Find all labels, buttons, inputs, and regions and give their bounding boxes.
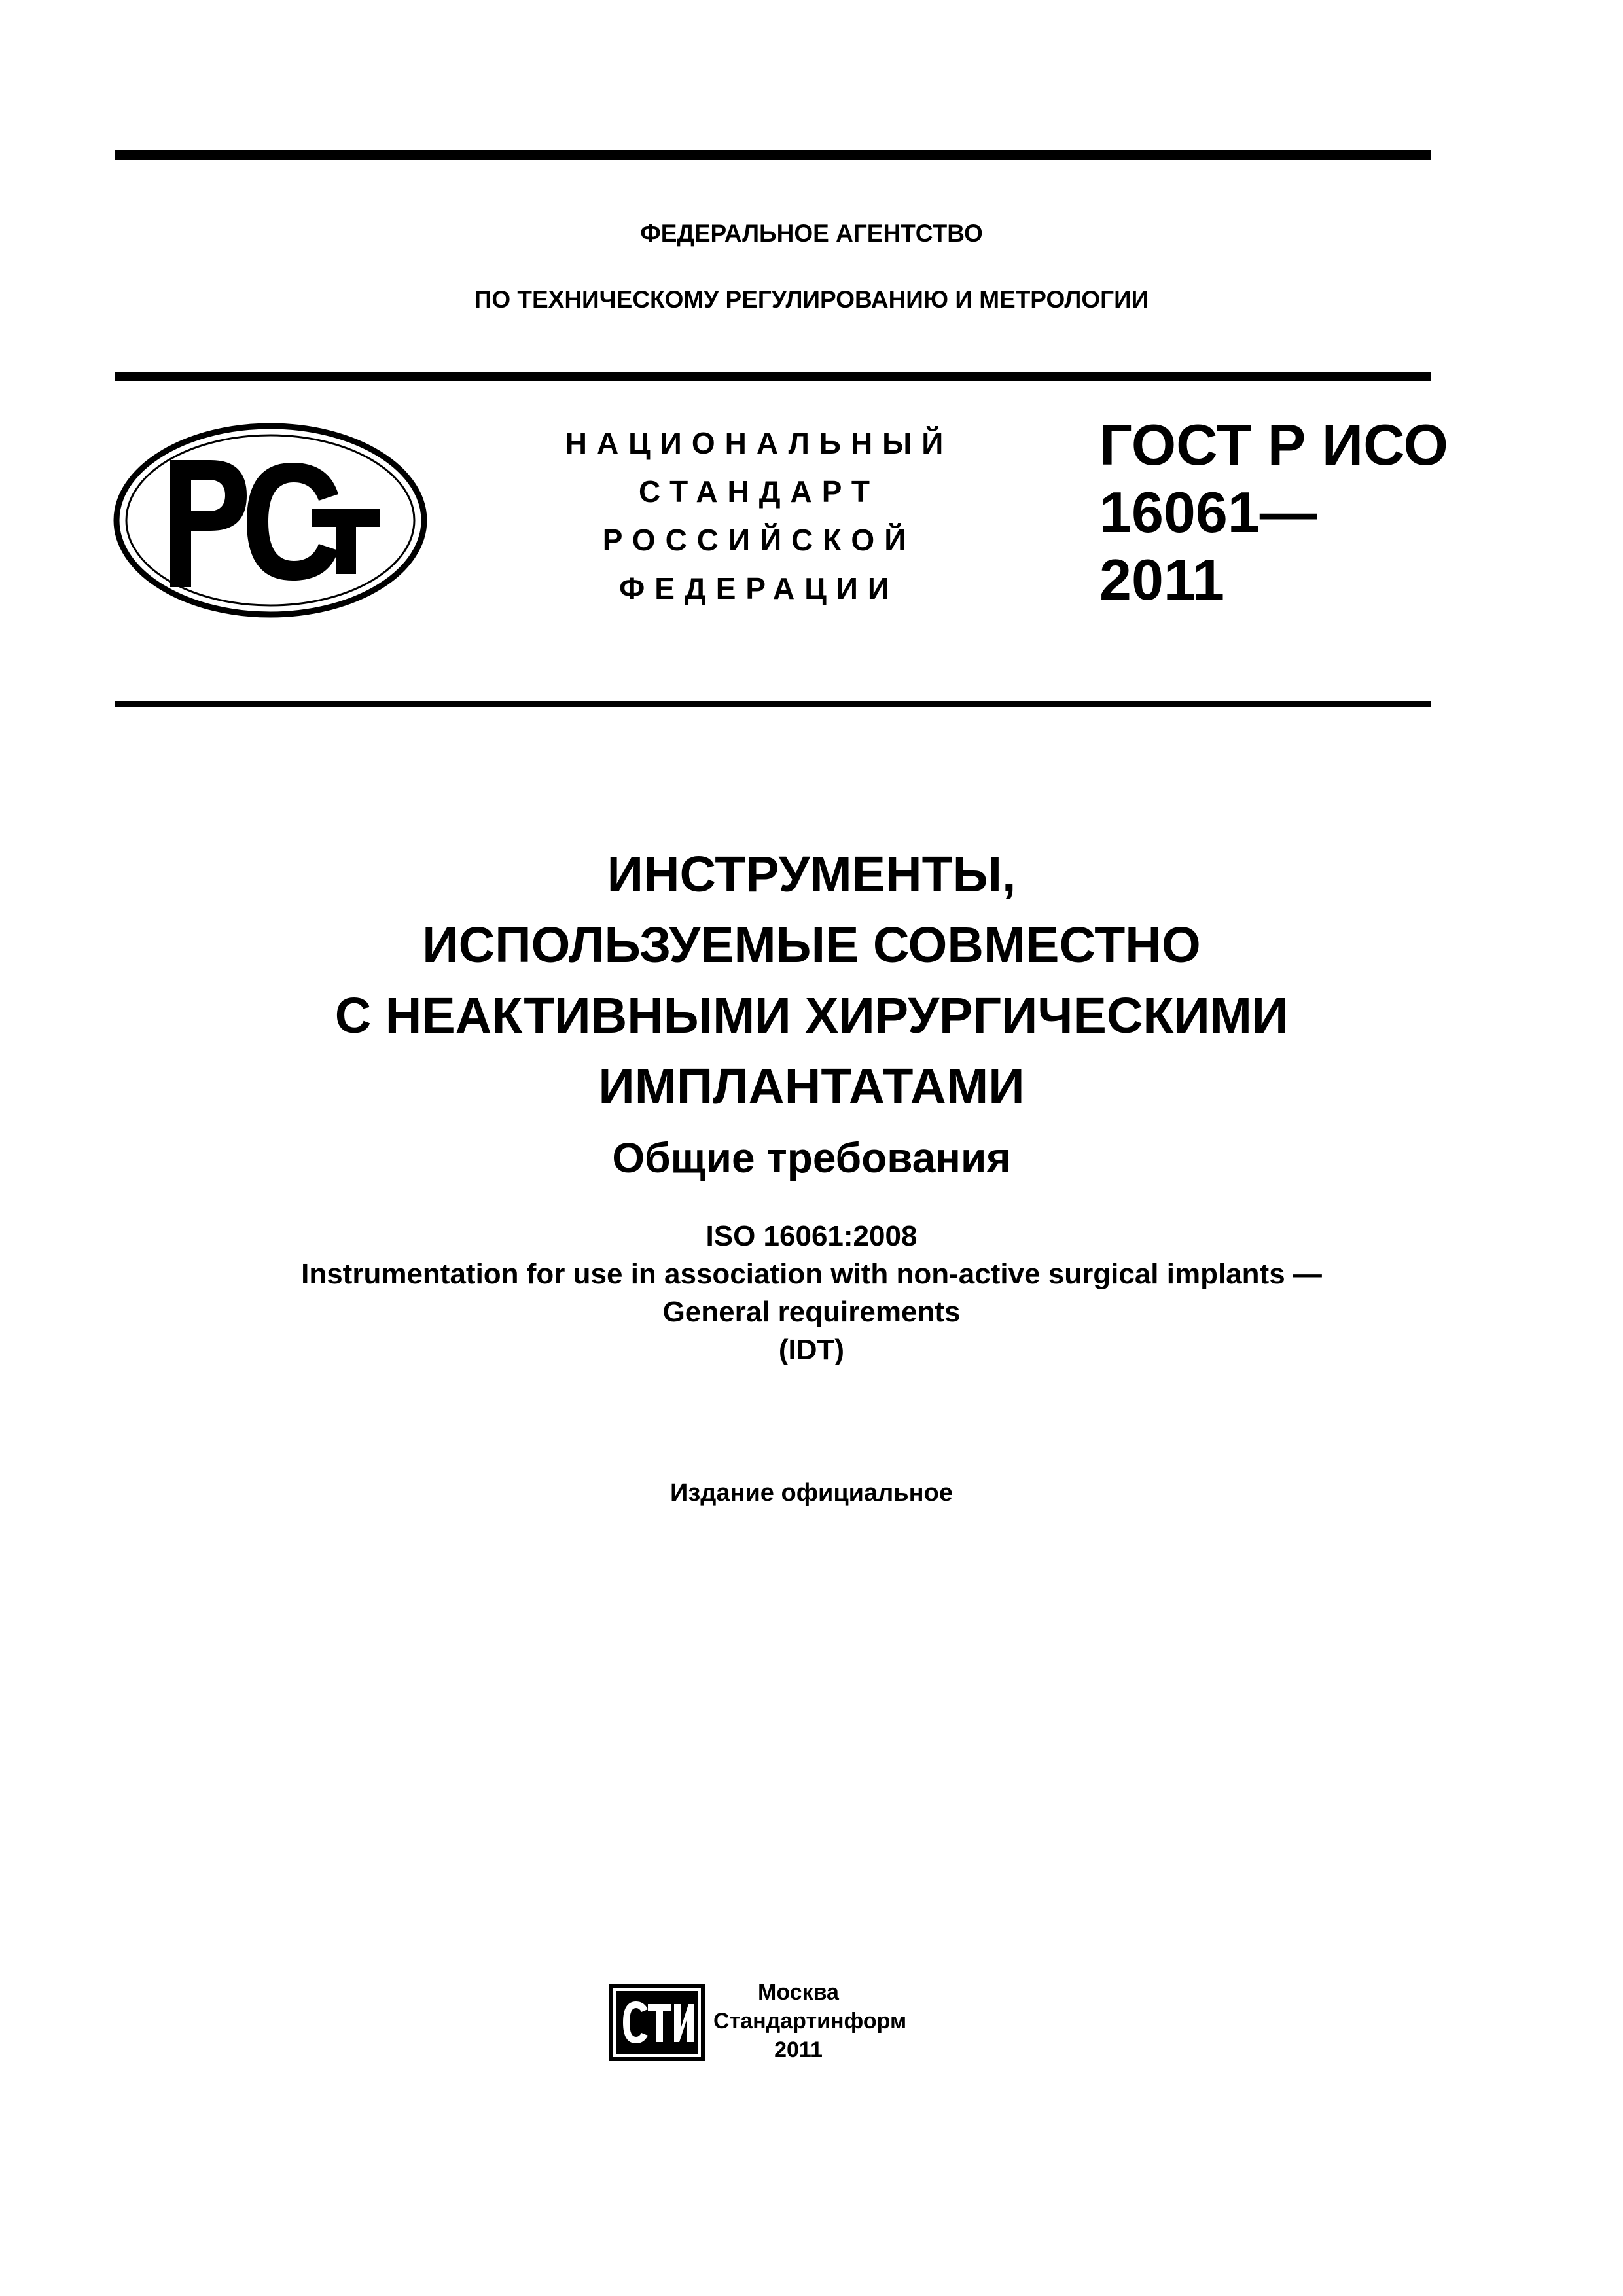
rst-mark-icon <box>113 422 428 619</box>
top-rule <box>115 150 1431 160</box>
standard-designation <box>1099 411 1448 613</box>
title-line-1: ИНСТРУМЕНТЫ, <box>607 846 1016 903</box>
document-title <box>0 839 1623 1122</box>
standard-type-line-4: ФЕДЕРАЦИИ <box>619 571 899 605</box>
designation-line-2: 16061— <box>1099 480 1317 545</box>
middle-rule <box>115 372 1431 381</box>
standartinform-logo-icon <box>607 1982 707 2063</box>
title-line-3: С НЕАКТИВНЫМИ ХИРУРГИЧЕСКИМИ <box>334 988 1289 1044</box>
iso-code: ISO 16061:2008 <box>705 1220 918 1252</box>
agency-line-1: ФЕДЕРАЛЬНОЕ АГЕНТСТВО <box>640 220 983 247</box>
agency-line-2: ПО ТЕХНИЧЕСКОМУ РЕГУЛИРОВАНИЮ И МЕТРОЛОГИИ <box>474 286 1149 313</box>
designation-line-3: 2011 <box>1099 547 1224 612</box>
publisher-imprint <box>713 1978 907 2064</box>
iso-reference <box>0 1217 1623 1369</box>
publisher-city: Москва <box>758 1980 839 2005</box>
publisher-name: Стандартинформ <box>713 2009 907 2034</box>
edition-label: Издание официальное <box>670 1479 953 1507</box>
standard-type-line-3: РОССИЙСКОЙ <box>602 523 916 557</box>
document-subtitle: Общие требования <box>612 1134 1011 1181</box>
publisher-year: 2011 <box>774 2037 823 2062</box>
standard-type-line-1: НАЦИОНАЛЬНЫЙ <box>565 426 954 460</box>
iso-degree: (IDT) <box>778 1334 845 1366</box>
iso-title-line-1: Instrumentation for use in association with non-active surgical implants — <box>301 1258 1322 1290</box>
title-line-4: ИМПЛАНТАТАМИ <box>598 1058 1025 1115</box>
designation-line-1: ГОСТ Р ИСО <box>1099 412 1448 477</box>
lower-rule <box>115 701 1431 707</box>
standard-type <box>543 419 975 613</box>
iso-title-line-2: General requirements <box>662 1296 961 1328</box>
title-line-2: ИСПОЛЬЗУЕМЫЕ СОВМЕСТНО <box>422 917 1201 973</box>
standard-type-line-2: СТАНДАРТ <box>639 475 880 509</box>
